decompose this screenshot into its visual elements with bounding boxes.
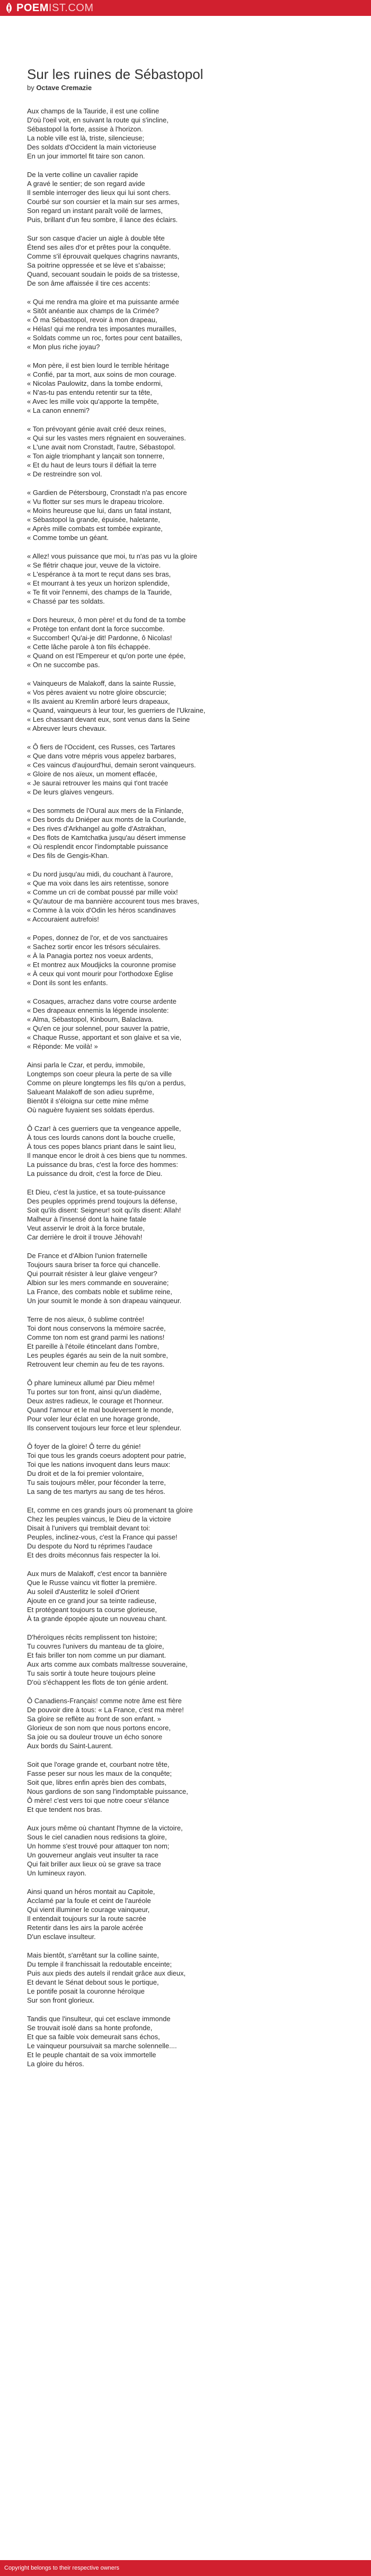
poem-author[interactable]: Octave Cremazie bbox=[36, 84, 92, 92]
site-footer bbox=[0, 2560, 371, 2576]
poem-line: « Comme à la voix d'Odin les héros scandinaves bbox=[27, 906, 176, 914]
poem-stanza bbox=[27, 1823, 345, 1878]
poem-stanza bbox=[27, 297, 345, 351]
poem-line: « Alma, Sébastopol, Kinbourn, Balaclava. bbox=[27, 1015, 154, 1023]
poem-line: Comme s'il éprouvait quelques chagrins navrants, bbox=[27, 252, 180, 260]
poem-line: Toi dont nous conservons la mémoire sacrée, bbox=[27, 1324, 166, 1332]
poem-stanza bbox=[27, 361, 345, 415]
poem-line: Et fais briller ton nom comme un pur diamant. bbox=[27, 1651, 166, 1659]
poem-stanza bbox=[27, 1506, 345, 1560]
poem-line: « Ô ma Sébastopol, revoir à mon drapeau, bbox=[27, 316, 157, 324]
poem-line: « Qui me rendra ma gloire et ma puissante armée bbox=[27, 298, 179, 306]
poem-line: Sa gloire se reflète au front de son enfant. » bbox=[27, 1715, 161, 1723]
poem-line: « L'une avait nom Cronstadt, l'autre, Sébastopol. bbox=[27, 443, 176, 451]
poem-line: Un jour soumit le monde à son drapeau vainqueur. bbox=[27, 1297, 182, 1305]
poem-line: Quand l'amour et le mal bouleversent le monde, bbox=[27, 1406, 174, 1414]
poem-line: « Des fils de Gengis-Khan. bbox=[27, 852, 109, 860]
poem-line: Aux champs de la Tauride, il est une colline bbox=[27, 107, 160, 115]
poem-line: « De leurs glaives vengeurs. bbox=[27, 788, 114, 796]
poem-line: « Réponde: Me voilà! » bbox=[27, 1042, 98, 1050]
poem-line: « Avec les mille voix qu'apporte la tempête, bbox=[27, 397, 159, 405]
poem-line: « Dont ils sont les enfants. bbox=[27, 979, 108, 987]
poem-line: Ô phare lumineux allumé par Dieu même! bbox=[27, 1379, 155, 1387]
logo-text: POEM bbox=[16, 2, 49, 14]
poem-byline bbox=[27, 83, 345, 93]
poem-stanza bbox=[27, 1251, 345, 1305]
poem-line: Et des droits méconnus fais respecter la loi. bbox=[27, 1551, 161, 1559]
byline-prefix: by bbox=[27, 84, 34, 92]
poem-line: « Confié, par ta mort, aux soins de mon courage. bbox=[27, 370, 176, 378]
poem-line: Tu sais sortir à toute heure toujours pleine bbox=[27, 1669, 156, 1677]
poem-line: Où naguère fuyaient ses soldats éperdus. bbox=[27, 1106, 155, 1114]
poem-line: Veut asservir le droit à la force brutale, bbox=[27, 1224, 145, 1232]
poem-line: Malheur à l'insensé dont la haine fatale bbox=[27, 1215, 147, 1223]
poem-line: La sang de tes martyrs au sang de tes héros. bbox=[27, 1488, 165, 1495]
poem-line: D'héroïques récits remplissent ton histoire; bbox=[27, 1633, 157, 1641]
poem-line: « Des flots de Kamtchatka jusqu'au désert immense bbox=[27, 834, 186, 842]
poem-line: Et pareille à l'étoile étincelant dans l'ombre, bbox=[27, 1342, 160, 1350]
poem-line: « Abreuver leurs chevaux. bbox=[27, 724, 107, 732]
poem-line: « Sitôt anéantie aux champs de la Crimée? bbox=[27, 307, 159, 315]
poem-line: « Popes, donnez de l'or, et de vos sanctuaires bbox=[27, 934, 168, 942]
poem-line: « De restreindre son vol. bbox=[27, 470, 102, 478]
logo-suffix: IST.COM bbox=[48, 2, 94, 14]
poem-stanza bbox=[27, 1378, 345, 1432]
poem-line: « Nicolas Paulowitz, dans la tombe endormi, bbox=[27, 379, 163, 387]
poem-line: « Cette lâche parole à ton fils échappée. bbox=[27, 643, 151, 651]
poem-line: « Protège ton enfant dont la force succombe. bbox=[27, 625, 165, 633]
poem-line: Ô Czar! à ces guerriers que ta vengeance appelle, bbox=[27, 1125, 181, 1132]
poem-line: Aux jours même où chantant l'hymne de la victoire, bbox=[27, 1824, 183, 1832]
poem-line: À tous ces lourds canons dont la bouche cruelle, bbox=[27, 1134, 175, 1141]
poem-line: Et que tendent nos bras. bbox=[27, 1805, 102, 1813]
poem-line: Fasse peser sur nous les maux de la conquête; bbox=[27, 1769, 172, 1777]
poem-line: La gloire du héros. bbox=[27, 2060, 84, 2068]
poem-line: « Et montrez aux Moudjicks la couronne promise bbox=[27, 961, 176, 969]
poem-stanza bbox=[27, 488, 345, 542]
poem-line: D'où l'oeil voit, en suivant la route qui s'incline, bbox=[27, 116, 169, 124]
poem-line: Et, comme en ces grands jours où promenant ta gloire bbox=[27, 1506, 193, 1514]
poem-line: Disait à l'univers qui tremblait devant toi: bbox=[27, 1524, 151, 1532]
poem-line: Que le Russe vaincu vit flotter la première. bbox=[27, 1579, 157, 1587]
poem-line: Glorieux de son nom que nous portons encore, bbox=[27, 1724, 171, 1732]
poem-line: « Te fit voir l'ennemi, des champs de la Tauride, bbox=[27, 588, 172, 596]
poem-line: Chez les peuples vaincus, le Dieu de la victoire bbox=[27, 1515, 171, 1523]
poem-line: La puissance du bras, c'est la force des hommes: bbox=[27, 1161, 179, 1169]
site-header bbox=[0, 0, 371, 16]
poem-stanza bbox=[27, 679, 345, 733]
poem-line: Longtemps son coeur pleura la perte de sa ville bbox=[27, 1070, 172, 1078]
poem-line: Tandis que l'insulteur, qui cet esclave immonde bbox=[27, 2015, 171, 2023]
poem-stanza bbox=[27, 870, 345, 924]
poem-line: Toujours saura briser ta force qui chancelle. bbox=[27, 1261, 161, 1269]
poem-line: Ajoute en ce grand jour sa teinte radieuse, bbox=[27, 1597, 157, 1605]
poem-container bbox=[27, 66, 345, 2078]
poem-line: Sur son casque d'acier un aigle à double tête bbox=[27, 234, 165, 242]
poem-line: « Des bords du Dniéper aux monts de la Courlande, bbox=[27, 816, 186, 824]
poem-stanza bbox=[27, 615, 345, 669]
poem-line: De pouvoir dire à tous: « La France, c'est ma mère! bbox=[27, 1706, 184, 1714]
poem-line: Ô foyer de la gloire! Ô terre du génie! bbox=[27, 1442, 141, 1450]
poem-stanza bbox=[27, 1633, 345, 1687]
poem-line: « La canon ennemi? bbox=[27, 406, 90, 414]
poem-line: « Allez! vous puissance que moi, tu n'as pas vu la gloire bbox=[27, 552, 198, 560]
poem-line: D'un esclave insulteur. bbox=[27, 1933, 96, 1941]
poem-line: Retrouvent leur chemin au feu de tes rayons. bbox=[27, 1360, 165, 1368]
poem-stanza bbox=[27, 997, 345, 1051]
poem-line: « Sébastopol la grande, épuisée, haletante, bbox=[27, 516, 160, 524]
poem-line: Soit que, libres enfin après bien des combats, bbox=[27, 1778, 167, 1786]
poem-line: Qui pourrait résister à leur glaive vengeur? bbox=[27, 1270, 157, 1278]
poem-line: De France et d'Albion l'union fraternelle bbox=[27, 1252, 147, 1260]
poem-line: Le pontife posait la couronne héroïque bbox=[27, 1987, 145, 1995]
poem-line: Sous le ciel canadien nous redisions ta gloire, bbox=[27, 1833, 167, 1841]
poem-stanza bbox=[27, 1315, 345, 1369]
poem-line: « Accouraient autrefois! bbox=[27, 915, 99, 923]
poem-stanza bbox=[27, 107, 345, 161]
poem-line: « Du nord jusqu'au midi, du couchant à l'aurore, bbox=[27, 870, 173, 878]
poem-line: « Vu flotter sur ses murs le drapeau tricolore. bbox=[27, 498, 164, 506]
poem-line: Ainsi quand un héros montait au Capitole, bbox=[27, 1888, 155, 1896]
poem-line: De la verte colline un cavalier rapide bbox=[27, 171, 138, 179]
poem-line: La France, des combats noble et sublime reine, bbox=[27, 1288, 172, 1296]
poem-line: « Des rives d'Arkhangel au golfe d'Astrakhan, bbox=[27, 825, 166, 833]
poem-line: « Après mille combats est tombée expirante, bbox=[27, 525, 163, 533]
poem-line: « Ton prévoyant génie avait créé deux reines, bbox=[27, 425, 166, 433]
poem-line: Sa joie ou sa douleur trouve un écho sonore bbox=[27, 1733, 163, 1741]
poem-line: Ainsi parla le Czar, et perdu, immobile, bbox=[27, 1061, 145, 1069]
poem-body bbox=[27, 107, 345, 2068]
poem-line: Acclamé par la foule et ceint de l'auréole bbox=[27, 1897, 151, 1905]
poem-line: Soit que l'orage grande et, courbant notre tête, bbox=[27, 1760, 170, 1768]
poem-line: À ta grande épopée ajoute un nouveau chant. bbox=[27, 1615, 167, 1623]
poem-line: « N'as-tu pas entendu retentir sur ta tête, bbox=[27, 388, 152, 396]
poem-line: « À ceux qui vont mourir pour l'orthodoxe Église bbox=[27, 970, 173, 978]
poem-line: « Mon plus riche joyau? bbox=[27, 343, 100, 351]
poem-line: « Comme tombe un géant. bbox=[27, 534, 109, 542]
poem-line: « Succomber! Qu'ai-je dit! Pardonne, ô Nicolas! bbox=[27, 634, 172, 642]
poem-line: Des peuples opprimés prend toujours la défense, bbox=[27, 1197, 178, 1205]
poem-line: Il manque encor le droit à ces biens que tu nommes. bbox=[27, 1152, 188, 1159]
poem-line: « Des drapeaux ennemis la légende insolente: bbox=[27, 1006, 169, 1014]
poem-line: Un lumineux rayon. bbox=[27, 1869, 86, 1877]
poem-line: « Comme un cri de combat poussé par mille voix! bbox=[27, 888, 178, 896]
poem-line: Soit qu'ils disent: Seigneur! soit qu'ils disent: Allah! bbox=[27, 1206, 181, 1214]
poem-line: « Sachez sortir encor les trésors séculaires. bbox=[27, 943, 161, 951]
poem-stanza bbox=[27, 1124, 345, 1178]
poem-line: Car derrière le droit il trouve Jéhovah! bbox=[27, 1233, 143, 1241]
poem-line: « Gardien de Pétersbourg, Cronstadt n'a pas encore bbox=[27, 489, 187, 497]
poem-stanza bbox=[27, 1696, 345, 1750]
poem-stanza bbox=[27, 552, 345, 606]
poem-line: Puis, brillant d'un feu sombre, il lance des éclairs. bbox=[27, 216, 178, 224]
poem-line: Quand, secouant soudain le poids de sa tristesse, bbox=[27, 270, 180, 278]
poem-line: Ils conservent toujours leur force et leur splendeur. bbox=[27, 1424, 182, 1432]
poem-line: Tu portes sur ton front, ainsi qu'un diadème, bbox=[27, 1388, 162, 1396]
poem-stanza bbox=[27, 806, 345, 860]
poem-line: « Moins heureuse que lui, dans un fatal instant, bbox=[27, 507, 172, 515]
poem-line: « Vos pères avaient vu notre gloire obscurcie; bbox=[27, 688, 167, 696]
poem-line: « Qu'en ce jour solennel, pour sauver la patrie, bbox=[27, 1024, 170, 1032]
poem-line: Il semble interroger des lieux qui lui sont chers. bbox=[27, 189, 171, 197]
poem-line: La puissance du droit, c'est la force de Dieu. bbox=[27, 1170, 163, 1178]
poem-line: Et le peuple chantait de sa voix immortelle bbox=[27, 2051, 156, 2059]
poem-line: D'où s'échappent les flots de ton génie ardent. bbox=[27, 1678, 169, 1686]
poem-line: Tu couvres l'univers du manteau de ta gloire, bbox=[27, 1642, 164, 1650]
poem-stanza bbox=[27, 1188, 345, 1242]
poem-line: Terre de nos aïeux, ô sublime contrée! bbox=[27, 1315, 145, 1323]
poem-line: Deux astres radieux, le courage et l'honneur. bbox=[27, 1397, 164, 1405]
poem-line: Aux bords du Saint-Laurent. bbox=[27, 1742, 113, 1750]
poem-line: Un homme s'est trouvé pour attaquer ton nom; bbox=[27, 1842, 170, 1850]
poem-stanza bbox=[27, 2014, 345, 2068]
poem-line: A gravé le sentier; de son regard avide bbox=[27, 180, 145, 188]
poem-line: « L'espérance à ta mort te reçut dans ses bras, bbox=[27, 570, 171, 578]
poem-line: Les peuples égarés au sein de la nuit sombre, bbox=[27, 1351, 168, 1359]
poem-line: Peuples, inclinez-vous, c'est la France qui passe! bbox=[27, 1533, 178, 1541]
poem-line: Bientôt il s'éloigna sur cette mine même bbox=[27, 1097, 149, 1105]
poem-stanza bbox=[27, 170, 345, 224]
poem-stanza bbox=[27, 1060, 345, 1114]
poem-stanza bbox=[27, 1569, 345, 1623]
poem-line: Il entendait toujours sur la route sacrée bbox=[27, 1915, 146, 1923]
poem-line: « À la Panagia portez nos voeux ardents, bbox=[27, 952, 153, 960]
poem-line: Mais bientôt, s'arrêtant sur la colline sainte, bbox=[27, 1951, 159, 1959]
poem-line: Sur son front glorieux. bbox=[27, 1996, 95, 2004]
poem-line: « Où resplendit encor l'indomptable puissance bbox=[27, 843, 169, 851]
poem-line: Retentir dans les airs la parole acérée bbox=[27, 1924, 143, 1932]
poem-line: « Je saurai retrouver les mains qui t'ont tracée bbox=[27, 779, 169, 787]
poem-line: De son âme affaissée il tire ces accents: bbox=[27, 279, 151, 287]
poem-line: Qui fait briller aux lieux où se grave sa trace bbox=[27, 1860, 161, 1868]
poem-line: La noble ville est là, triste, silencieuse; bbox=[27, 134, 145, 142]
poem-line: En un jour immortel fit taire son canon. bbox=[27, 152, 145, 160]
poem-line: « On ne succombe pas. bbox=[27, 661, 100, 669]
poem-line: Comme ton nom est grand parmi les nations! bbox=[27, 1333, 165, 1341]
poem-line: Ô Canadiens-Français! comme notre âme est fière bbox=[27, 1697, 182, 1705]
poem-stanza bbox=[27, 1442, 345, 1496]
poem-line: « Qui sur les vastes mers régnaient en souveraines. bbox=[27, 434, 186, 442]
poem-stanza bbox=[27, 1887, 345, 1941]
poem-line: Sa poitrine oppressée et se lève et s'abaisse; bbox=[27, 261, 166, 269]
poem-line: « Ils avaient au Kremlin arboré leurs drapeaux, bbox=[27, 697, 170, 705]
poem-line: Et devant le Sénat debout sous le portique, bbox=[27, 1978, 159, 1986]
poem-stanza bbox=[27, 234, 345, 288]
poem-line: « Hélas! qui me rendra tes imposantes murailles, bbox=[27, 325, 176, 333]
poem-line: « Mon père, il est bien lourd le terrible héritage bbox=[27, 361, 170, 369]
poem-line: Comme on pleure longtemps les fils qu'on a perdus, bbox=[27, 1079, 186, 1087]
poem-line: « Gloire de nos aïeux, un moment effacée, bbox=[27, 770, 157, 778]
poem-line: « Les chassant devant eux, sont venus dans la Seine bbox=[27, 715, 190, 723]
poem-line: Aux murs de Malakoff, c'est encor ta bannière bbox=[27, 1570, 167, 1578]
poem-line: Des soldats d'Occident la main victorieuse bbox=[27, 143, 156, 151]
poem-line: Du temple il franchissait la redoutable enceinte; bbox=[27, 1960, 172, 1968]
poem-title: Sur les ruines de Sébastopol bbox=[27, 66, 204, 82]
poem-line: Courbé sur son coursier et la main sur ses armes, bbox=[27, 198, 180, 206]
poem-line: « Qu'autour de ma bannière accourent tous mes braves, bbox=[27, 897, 199, 905]
poem-line: « Quand, vainqueurs à leur tour, les guerriers de l'Ukraine, bbox=[27, 706, 206, 714]
poem-line: « Et du haut de leurs tours il défiait la terre bbox=[27, 461, 157, 469]
poem-line: Étend ses ailes d'or et prêtes pour la conquête. bbox=[27, 243, 171, 251]
poem-line: Se trouvait isolé dans sa honte profonde, bbox=[27, 2024, 153, 2032]
poem-line: « Et mourrant à tes yeux un horizon splendide, bbox=[27, 579, 170, 587]
poem-stanza bbox=[27, 1951, 345, 2005]
poem-stanza bbox=[27, 424, 345, 479]
site-logo[interactable] bbox=[4, 2, 94, 14]
poem-line: Albion sur les mers commande en souveraine; bbox=[27, 1279, 169, 1287]
poem-line: « Ô fiers de l'Occident, ces Russes, ces Tartares bbox=[27, 743, 175, 751]
poem-stanza bbox=[27, 1760, 345, 1814]
poem-line: Du droit et de la foi premier volontaire, bbox=[27, 1470, 144, 1477]
poem-line: Toi que les nations invoquent dans leurs maux: bbox=[27, 1460, 171, 1468]
quill-icon bbox=[4, 2, 14, 14]
poem-line: Et protégeant toujours ta course glorieuse, bbox=[27, 1606, 157, 1614]
poem-line: Salueant Malakoff de son adieu suprême, bbox=[27, 1088, 154, 1096]
poem-line: Puis aux pieds des autels il rendait grâce aux dieux, bbox=[27, 1969, 186, 1977]
poem-line: Sébastopol la forte, assise à l'horizon. bbox=[27, 125, 143, 133]
poem-line: « Ton aigle triomphant y lançait son tonnerre, bbox=[27, 452, 165, 460]
poem-line: « Que dans votre mépris vous appelez barbares, bbox=[27, 752, 176, 760]
poem-line: Au soleil d'Austerlitz le soleil d'Orient bbox=[27, 1588, 139, 1596]
poem-line: « Chaque Russe, apportant et son glaive et sa vie, bbox=[27, 1033, 182, 1041]
poem-line: Son regard un instant paraît voilé de larmes, bbox=[27, 207, 163, 215]
poem-line: « Ces vaincus d'aujourd'hui, demain seront vainqueurs. bbox=[27, 761, 196, 769]
poem-line: « Dors heureux, ô mon père! et du fond de ta tombe bbox=[27, 616, 186, 624]
poem-line: Le vainqueur poursuivait sa marche solennelle.... bbox=[27, 2042, 177, 2050]
poem-line: « Chassé par tes soldats. bbox=[27, 597, 105, 605]
poem-line: Pour voler leur éclat en une horage gronde, bbox=[27, 1415, 160, 1423]
poem-line: « Quand on est l'Empereur et qu'on porte une épée, bbox=[27, 652, 186, 660]
poem-line: Un gouverneur anglais veut insulter ta race bbox=[27, 1851, 158, 1859]
poem-line: Et que sa faible voix demeurait sans échos, bbox=[27, 2033, 160, 2041]
poem-line: Du despote du Nord tu réprimes l'audace bbox=[27, 1542, 153, 1550]
poem-stanza bbox=[27, 933, 345, 987]
poem-line: Tu sais toujours mêler, pour féconder la terre, bbox=[27, 1479, 166, 1486]
poem-line: « Soldats comme un roc, fortes pour cent batailles, bbox=[27, 334, 182, 342]
poem-line: À tous ces popes blancs priant dans le saint lieu, bbox=[27, 1143, 176, 1150]
poem-line: « Que ma voix dans les airs retentisse, sonore bbox=[27, 879, 169, 887]
poem-line: « Vainqueurs de Malakoff, dans la sainte Russie, bbox=[27, 679, 176, 687]
poem-line: Ô mère! c'est vers toi que notre coeur s'élance bbox=[27, 1796, 169, 1804]
poem-line: Qui vient illuminer le courage vainqueur, bbox=[27, 1906, 150, 1914]
copyright-text: Copyright belongs to their respective owners bbox=[4, 2565, 120, 2571]
poem-line: « Se flétrir chaque jour, veuve de la victoire. bbox=[27, 561, 161, 569]
poem-stanza bbox=[27, 742, 345, 796]
poem-line: Aux arts comme aux combats maîtresse souveraine, bbox=[27, 1660, 188, 1668]
poem-line: « Cosaques, arrachez dans votre course ardente bbox=[27, 997, 176, 1005]
poem-line: Toi que tous les grands coeurs adoptent pour patrie, bbox=[27, 1451, 186, 1459]
poem-line: Et Dieu, c'est la justice, et sa toute-puissance bbox=[27, 1188, 166, 1196]
poem-line: Nous gardions de son sang l'indomptable puissance, bbox=[27, 1787, 188, 1795]
poem-line: « Des sommets de l'Oural aux mers de la Finlande, bbox=[27, 807, 184, 815]
